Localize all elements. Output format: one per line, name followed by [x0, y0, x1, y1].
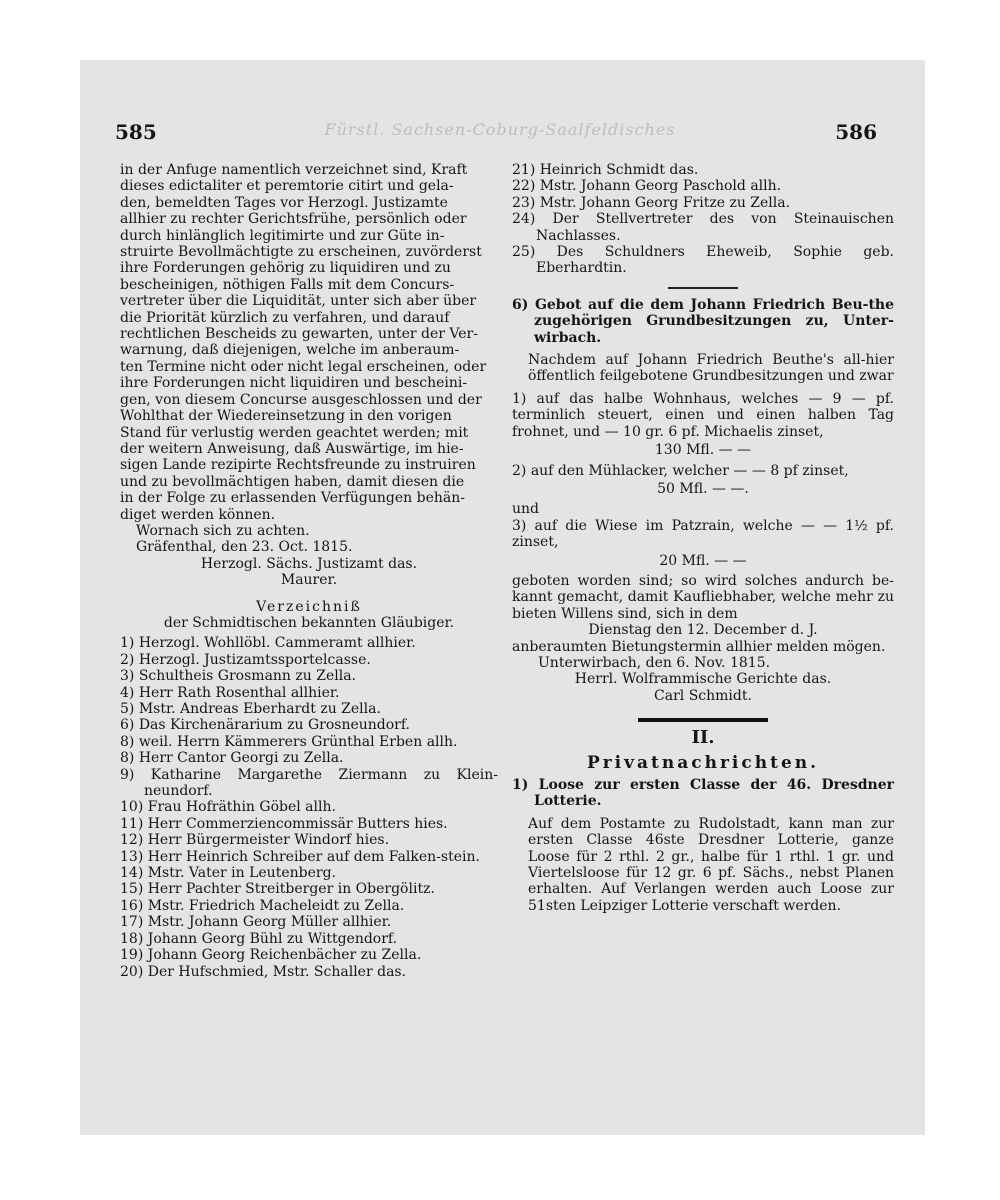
- item6-entry: 2) auf den Mühlacker, welcher — — 8 pf zinset,: [512, 462, 849, 479]
- list-item: 8) weil. Herrn Kämmerers Grünthal Erben allh.: [120, 733, 458, 750]
- text-line: bescheinigen, nöthigen Falls mit dem Concurs-: [120, 276, 455, 293]
- text-line: ihre Forderungen gehörig zu liquidiren und zu: [120, 260, 451, 277]
- list-item: 22) Mstr. Johann Georg Paschold allh.: [512, 178, 782, 195]
- list-item: 16) Mstr. Friedrich Macheleidt zu Zella.: [120, 897, 405, 914]
- lottery-body: Auf dem Postamte zu Rudolstadt, kann man zur ersten Classe 46ste Dresdner Lotterie, ganze Loose für 2 rthl. 2 gr., halbe für 1 rthl. 1 gr. und Viertelsloose für 12 gr. 6 pf. Sächs., nebst Planen erhalten. Auf Verlangen werden auch Loose zur 51sten Leipziger Lotterie verschaft werden.: [528, 815, 894, 914]
- item6-entry: 3) auf die Wiese im Patzrain, welche — — 1½ pf. zinset,: [512, 517, 894, 551]
- list-item: 12) Herr Bürgermeister Windorf hies.: [120, 832, 390, 849]
- text-line: Stand für verlustig werden geachtet werden; mit: [120, 424, 469, 441]
- text-line: allhier zu rechter Gerichtsfrühe, persönlich oder: [120, 211, 467, 228]
- item6-body: geboten worden sind; so wird solches andurch be-kannt gemacht, damit Kaufliebhaber, welche mehr zu bieten Willens sind, sich in dem: [512, 572, 894, 622]
- text-line: der weitern Anweisung, daß Auswärtige, im hie-: [120, 440, 464, 457]
- text-line: vertreter über die Liquidität, unter sich aber über: [120, 293, 477, 310]
- divider: [668, 287, 738, 289]
- date-line: Gräfenthal, den 23. Oct. 1815.: [136, 539, 353, 556]
- list-title: Verzeichniß: [256, 598, 362, 615]
- text-line: die Priorität kürzlich zu verfahren, und darauf: [120, 309, 450, 326]
- text-line: in der Anfuge namentlich verzeichnet sind, Kraft: [120, 162, 468, 178]
- item6-amount: 20 Mfl. — —: [659, 552, 747, 569]
- running-header: Fürstl. Sachsen-Coburg-Saalfeldisches: [324, 120, 676, 139]
- item6-und: und: [512, 501, 539, 518]
- text-line: Wohlthat der Wiedereinsetzung in den vorigen: [120, 408, 452, 425]
- list-item: 20) Der Hufschmied, Mstr. Schaller das.: [120, 963, 407, 980]
- list-item: 23) Mstr. Johann Georg Fritze zu Zella.: [512, 194, 791, 211]
- list-item: 24) Der Stellvertreter des von Steinauischen Nachlasses.: [512, 211, 894, 244]
- text-line: dieses edictaliter et peremtorie citirt und gela-: [120, 178, 454, 195]
- list-item: 19) Johann Georg Reichenbächer zu Zella.: [120, 947, 422, 964]
- list-item: 17) Mstr. Johann Georg Müller allhier.: [120, 914, 392, 931]
- list-item: 9) Katharine Margarethe Ziermann zu Klein-neundorf.: [120, 766, 498, 800]
- item6-signature-office: Herrl. Wolframmische Gerichte das.: [574, 671, 832, 688]
- list-item: 2) Herzogl. Justizamtssportelcasse.: [120, 651, 371, 668]
- list-item: 11) Herr Commerziencommissär Butters hies.: [120, 815, 448, 832]
- list-item: 10) Frau Hofräthin Göbel allh.: [120, 799, 336, 816]
- page-number-left: 585: [115, 120, 157, 144]
- text-line: warnung, daß diejenigen, welche im anberaum-: [120, 342, 460, 359]
- item6-intro: Nachdem auf Johann Friedrich Beuthe's all-hier öffentlich feilgebotene Grundbesitzungen und zwar: [528, 352, 894, 385]
- text-line: den, bemeldten Tages vor Herzogl. Justizamte: [120, 194, 448, 211]
- newspaper-page: [80, 60, 925, 1135]
- text-line: rechtlichen Bescheids zu gewarten, unter der Ver-: [120, 326, 478, 343]
- list-subtitle: der Schmidtischen bekannten Gläubiger.: [163, 614, 455, 631]
- item6-signature-name: Carl Schmidt.: [654, 687, 752, 704]
- text-line: diget werden können.: [120, 506, 276, 523]
- text-line: in der Folge zu erlassenden Verfügungen behän-: [120, 490, 465, 507]
- page-number-right: 586: [835, 120, 877, 144]
- item6-place-date: Unterwirbach, den 6. Nov. 1815.: [538, 654, 771, 671]
- list-item: 6) Das Kirchenärarium zu Grosneundorf.: [120, 717, 410, 734]
- list-item: 13) Herr Heinrich Schreiber auf dem Falken-stein.: [120, 848, 480, 865]
- lottery-heading: 1) Loose zur ersten Classe der 46. Dresdner Lotterie.: [512, 777, 894, 810]
- list-item: 14) Mstr. Vater in Leutenberg.: [120, 865, 336, 882]
- item6-entry: 1) auf das halbe Wohnhaus, welches — 9 — pf. terminlich steuert, einen und einen halben Tag frohnet, und — 10 gr. 6 pf. Michaelis zinset,: [512, 390, 894, 440]
- intro-paragraph: [120, 162, 498, 523]
- list-item: 1) Herzogl. Wohllöbl. Cammeramt allhier.: [120, 635, 416, 652]
- section-divider: [638, 718, 768, 722]
- creditor-list-continued: [512, 162, 894, 277]
- item6-heading: 6) Gebot auf die dem Johann Friedrich Beu-the zugehörigen Grundbesitzungen zu, Unter-wirbach.: [512, 296, 894, 346]
- signature-name: Maurer.: [280, 572, 338, 589]
- list-item: 25) Des Schuldners Eheweib, Sophie geb. Eberhardtin.: [512, 244, 894, 277]
- list-item: 4) Herr Rath Rosenthal allhier.: [120, 684, 340, 701]
- text-line: ten Termine nicht oder nicht legal erscheinen, oder: [120, 358, 487, 375]
- item6-amount: 130 Mfl. — —: [654, 442, 752, 459]
- list-item: 18) Johann Georg Bühl zu Wittgendorf.: [120, 930, 398, 947]
- section-number: II.: [691, 727, 715, 749]
- item6-term-date: Dienstag den 12. December d. J.: [588, 622, 818, 639]
- text-line: gen, von diesem Concurse ausgeschlossen und der: [120, 391, 482, 408]
- text-line: struirte Bevollmächtigte zu erscheinen, zuvörderst: [120, 244, 482, 261]
- list-item: 5) Mstr. Andreas Eberhardt zu Zella.: [120, 701, 381, 717]
- text-line: und zu bevollmächtigen haben, damit diesen die: [120, 473, 465, 490]
- item6-amount: 50 Mfl. — —.: [657, 480, 749, 497]
- list-item: 21) Heinrich Schmidt das.: [512, 162, 699, 178]
- list-item: 15) Herr Pachter Streitberger in Obergölitz.: [120, 881, 435, 898]
- section-title: Privatnachrichten.: [586, 752, 820, 773]
- text-line: ihre Forderungen nicht liquidiren und bescheini-: [120, 375, 468, 392]
- item6-body-cont: anberaumten Bietungstermin allhier melden mögen.: [512, 638, 886, 655]
- closing-line: Wornach sich zu achten.: [136, 522, 310, 539]
- list-item: 3) Schultheis Grosmann zu Zella.: [120, 668, 357, 685]
- creditor-list: [120, 635, 498, 980]
- list-item: 8) Herr Cantor Georgi zu Zella.: [120, 750, 344, 767]
- text-line: durch hinlänglich legitimirte und zur Güte in-: [120, 227, 445, 244]
- text-line: sigen Lande rezipirte Rechtsfreunde zu instruiren: [120, 457, 476, 474]
- left-column: [120, 162, 498, 980]
- signature-office: Herzogl. Sächs. Justizamt das.: [200, 555, 418, 572]
- right-column: [512, 162, 894, 914]
